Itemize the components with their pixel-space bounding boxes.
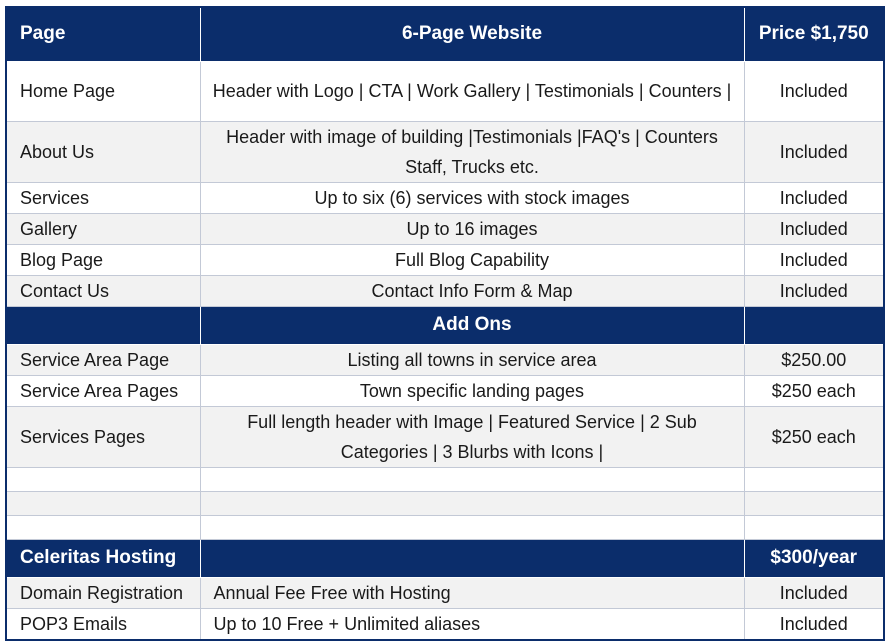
hosting-header-price: $300/year (744, 539, 884, 577)
addon-name: Services Pages (6, 406, 200, 467)
addons-header-title: Add Ons (200, 306, 744, 344)
page-name: About Us (6, 121, 200, 182)
addons-header-col1 (6, 306, 200, 344)
table-row (6, 577, 884, 608)
page-description: Full Blog Capability (200, 244, 744, 275)
hosting-name: Domain Registration (6, 577, 200, 608)
page-name: Services (6, 182, 200, 213)
page-name: Contact Us (6, 275, 200, 306)
page-description: Contact Info Form & Map (200, 275, 744, 306)
addon-price: $250.00 (744, 344, 884, 375)
hosting-price: Included (744, 608, 884, 640)
empty-row (6, 491, 884, 515)
page-price: Included (744, 213, 884, 244)
addon-description: Full length header with Image | Featured Service | 2 Sub Categories | 3 Blurbs with Icons | (200, 406, 744, 467)
hosting-header-row (6, 539, 884, 577)
header-page: Page (6, 7, 200, 61)
table-header-row (6, 7, 884, 61)
hosting-description: Annual Fee Free with Hosting (200, 577, 744, 608)
addon-name: Service Area Page (6, 344, 200, 375)
table-row (6, 244, 884, 275)
addons-header-row (6, 306, 884, 344)
addon-price: $250 each (744, 406, 884, 467)
page-name: Blog Page (6, 244, 200, 275)
table-row (6, 213, 884, 244)
addon-description: Town specific landing pages (200, 375, 744, 406)
empty-row (6, 467, 884, 491)
page-price: Included (744, 121, 884, 182)
table-row (6, 61, 884, 121)
hosting-header-title: Celeritas Hosting (6, 539, 200, 577)
table-row (6, 182, 884, 213)
table-row (6, 275, 884, 306)
pricing-table (5, 6, 885, 641)
page-price: Included (744, 61, 884, 121)
page-description: Up to six (6) services with stock images (200, 182, 744, 213)
hosting-description: Up to 10 Free + Unlimited aliases (200, 608, 744, 640)
addon-description: Listing all towns in service area (200, 344, 744, 375)
table-row (6, 406, 884, 467)
page-price: Included (744, 275, 884, 306)
page-price: Included (744, 244, 884, 275)
empty-row (6, 515, 884, 539)
page-description: Header with Logo | CTA | Work Gallery | Testimonials | Counters | (200, 61, 744, 121)
pricing-table-wrapper (5, 6, 885, 641)
page-name: Gallery (6, 213, 200, 244)
addon-name: Service Area Pages (6, 375, 200, 406)
table-row (6, 344, 884, 375)
table-row (6, 375, 884, 406)
hosting-price: Included (744, 577, 884, 608)
table-row (6, 121, 884, 182)
addons-header-col3 (744, 306, 884, 344)
header-price: Price $1,750 (744, 7, 884, 61)
page-description: Header with image of building |Testimonials |FAQ's | Counters Staff, Trucks etc. (200, 121, 744, 182)
hosting-name: POP3 Emails (6, 608, 200, 640)
hosting-header-col2 (200, 539, 744, 577)
addon-price: $250 each (744, 375, 884, 406)
header-package: 6-Page Website (200, 7, 744, 61)
page-description: Up to 16 images (200, 213, 744, 244)
page-price: Included (744, 182, 884, 213)
table-row (6, 608, 884, 640)
page-name: Home Page (6, 61, 200, 121)
